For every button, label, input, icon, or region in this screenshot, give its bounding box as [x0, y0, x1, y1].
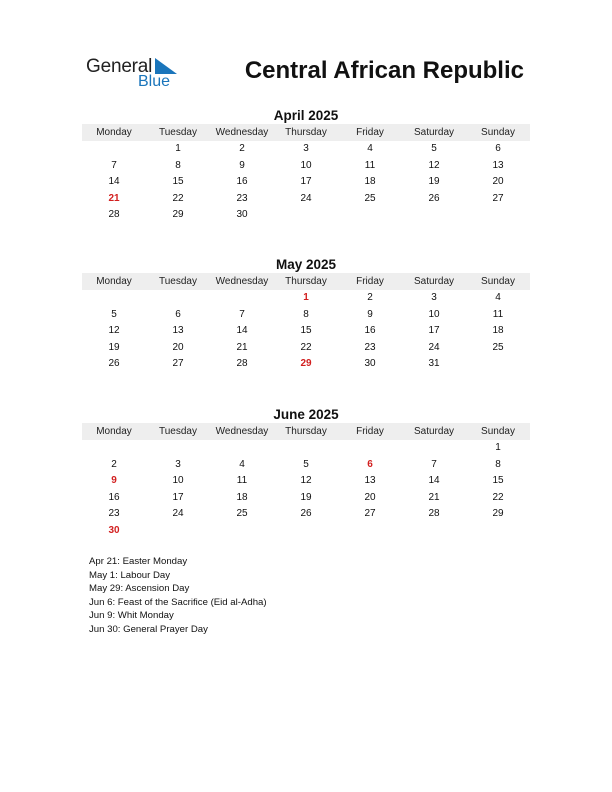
day-cell: 28 — [236, 358, 248, 370]
empty-day-cell — [146, 523, 210, 540]
weekday-label: Friday — [356, 276, 384, 287]
holiday-entry: Apr 21: Easter Monday — [89, 556, 188, 567]
empty-day-cell — [466, 356, 530, 373]
weekday-label: Monday — [96, 127, 132, 138]
empty-day-cell — [402, 523, 466, 540]
day-cell: 7 — [239, 308, 245, 320]
holiday-day-cell: 6 — [367, 458, 373, 470]
day-cell: 29 — [172, 209, 184, 221]
day-cell: 19 — [108, 341, 120, 353]
week-row — [82, 440, 530, 457]
day-cell: 10 — [300, 159, 312, 171]
day-cell: 25 — [364, 192, 376, 204]
logo-triangle-icon — [155, 58, 177, 74]
weekday-label: Sunday — [481, 426, 515, 437]
empty-day-cell — [466, 207, 530, 224]
day-cell: 14 — [108, 176, 120, 188]
day-cell: 16 — [364, 325, 376, 337]
holiday-list — [89, 555, 267, 637]
day-cell: 23 — [364, 341, 376, 353]
weekday-label: Tuesday — [159, 276, 197, 287]
day-cell: 2 — [367, 292, 373, 303]
weekday-label: Tuesday — [159, 127, 197, 138]
day-cell: 20 — [492, 176, 504, 188]
empty-day-cell — [210, 290, 274, 307]
day-cell: 2 — [111, 458, 117, 470]
holiday-entry: Jun 30: General Prayer Day — [89, 623, 208, 635]
day-cell: 12 — [428, 159, 440, 171]
week-row — [82, 506, 530, 523]
week-row — [82, 191, 530, 208]
day-cell: 14 — [428, 475, 440, 487]
week-row — [82, 307, 530, 324]
empty-day-cell — [402, 207, 466, 224]
weekday-label: Saturday — [413, 276, 455, 287]
weekday-label: Wednesday — [215, 276, 269, 287]
empty-day-cell — [210, 523, 274, 540]
day-cell: 3 — [303, 143, 309, 154]
weekday-header — [82, 423, 530, 440]
week-row — [82, 457, 530, 474]
day-cell: 9 — [367, 308, 373, 320]
day-cell: 5 — [303, 458, 309, 470]
day-cell: 19 — [428, 176, 440, 188]
day-cell: 15 — [492, 475, 504, 487]
empty-day-cell — [146, 290, 210, 307]
day-cell: 5 — [111, 308, 117, 320]
empty-day-cell — [466, 523, 530, 540]
empty-day-cell — [274, 440, 338, 457]
week-row — [82, 174, 530, 191]
day-cell: 18 — [236, 491, 248, 503]
weekday-label: Friday — [356, 127, 384, 138]
day-cell: 11 — [364, 159, 376, 171]
weekday-label: Monday — [96, 276, 132, 287]
day-cell: 4 — [495, 292, 501, 303]
holiday-entry: May 29: Ascension Day — [89, 583, 190, 595]
day-cell: 12 — [300, 475, 312, 487]
holiday-day-cell: 9 — [111, 475, 117, 487]
day-cell: 10 — [172, 475, 184, 487]
day-cell: 29 — [492, 508, 504, 520]
day-cell: 4 — [239, 458, 245, 470]
day-cell: 13 — [492, 159, 504, 171]
weekday-label: Tuesday — [159, 426, 197, 437]
day-cell: 11 — [236, 475, 248, 487]
empty-day-cell — [402, 440, 466, 457]
day-cell: 18 — [364, 176, 376, 188]
week-row — [82, 141, 530, 158]
day-cell: 21 — [428, 491, 440, 503]
day-cell: 17 — [300, 176, 312, 188]
month-title: April 2025 — [273, 108, 339, 123]
day-cell: 31 — [428, 358, 440, 370]
day-cell: 20 — [172, 341, 184, 353]
day-cell: 3 — [431, 292, 437, 303]
generalblue-logo — [86, 56, 186, 92]
weekday-header — [82, 273, 530, 290]
day-cell: 30 — [364, 358, 376, 370]
day-cell: 28 — [428, 508, 440, 520]
holiday-day-cell: 30 — [108, 524, 120, 536]
day-cell: 22 — [172, 192, 184, 204]
weekday-label: Saturday — [413, 426, 455, 437]
day-cell: 12 — [108, 325, 120, 337]
month-title: June 2025 — [273, 407, 339, 422]
day-cell: 20 — [364, 491, 376, 503]
holiday-day-cell: 21 — [108, 192, 120, 204]
day-cell: 22 — [492, 491, 504, 503]
month-may — [82, 256, 530, 373]
day-cell: 24 — [300, 192, 312, 204]
weekday-label: Sunday — [481, 127, 515, 138]
day-cell: 16 — [236, 176, 248, 188]
empty-day-cell — [82, 290, 146, 307]
day-cell: 27 — [492, 192, 504, 204]
holiday-entry: Jun 6: Feast of the Sacrifice (Eid al-Adha) — [89, 596, 267, 608]
month-june — [82, 406, 530, 540]
day-cell: 1 — [495, 442, 501, 453]
weekday-label: Friday — [356, 426, 384, 437]
empty-day-cell — [338, 207, 402, 224]
empty-day-cell — [338, 440, 402, 457]
week-row — [82, 523, 530, 540]
day-cell: 26 — [428, 192, 440, 204]
weekday-label: Sunday — [481, 276, 515, 287]
month-april — [82, 107, 530, 224]
day-cell: 26 — [108, 358, 120, 370]
country-title: Central African Republic — [244, 57, 524, 84]
day-cell: 5 — [431, 143, 437, 154]
day-cell: 18 — [492, 325, 504, 337]
week-row — [82, 290, 530, 307]
day-cell: 21 — [236, 341, 248, 353]
weekday-label: Monday — [96, 426, 132, 437]
empty-day-cell — [338, 523, 402, 540]
day-cell: 30 — [236, 209, 248, 221]
logo-word-blue: Blue — [138, 73, 171, 90]
holiday-entry: Jun 9: Whit Monday — [89, 610, 174, 622]
day-cell: 28 — [108, 209, 120, 221]
day-cell: 2 — [239, 143, 245, 154]
day-cell: 11 — [492, 308, 504, 320]
day-cell: 13 — [172, 325, 184, 337]
day-cell: 22 — [300, 341, 312, 353]
week-row — [82, 340, 530, 357]
holiday-day-cell: 1 — [303, 292, 309, 303]
day-cell: 9 — [239, 159, 245, 171]
week-row — [82, 158, 530, 175]
day-cell: 16 — [108, 491, 120, 503]
day-cell: 14 — [236, 325, 248, 337]
day-cell: 8 — [495, 458, 501, 470]
logo-word-general: General — [86, 56, 153, 77]
day-cell: 26 — [300, 508, 312, 520]
day-cell: 13 — [364, 475, 376, 487]
weekday-label: Wednesday — [215, 426, 269, 437]
empty-day-cell — [210, 440, 274, 457]
day-cell: 24 — [428, 341, 440, 353]
day-cell: 23 — [108, 508, 120, 520]
day-cell: 8 — [303, 308, 309, 320]
day-cell: 4 — [367, 143, 373, 154]
day-cell: 27 — [364, 508, 376, 520]
day-cell: 15 — [300, 325, 312, 337]
day-cell: 15 — [172, 176, 184, 188]
holiday-entry: May 1: Labour Day — [89, 569, 171, 581]
day-cell: 17 — [428, 325, 440, 337]
empty-day-cell — [274, 207, 338, 224]
weekday-label: Thursday — [285, 276, 327, 287]
day-cell: 17 — [172, 491, 184, 503]
day-cell: 7 — [111, 159, 117, 171]
day-cell: 6 — [175, 308, 181, 320]
holiday-day-cell: 29 — [300, 358, 312, 370]
day-cell: 25 — [492, 341, 504, 353]
day-cell: 10 — [428, 308, 440, 320]
weekday-label: Wednesday — [215, 127, 269, 138]
empty-day-cell — [146, 440, 210, 457]
day-cell: 27 — [172, 358, 184, 370]
week-row — [82, 356, 530, 373]
empty-day-cell — [274, 523, 338, 540]
day-cell: 23 — [236, 192, 248, 204]
day-cell: 25 — [236, 508, 248, 520]
day-cell: 19 — [300, 491, 312, 503]
day-cell: 6 — [495, 143, 501, 154]
week-row — [82, 323, 530, 340]
month-title: May 2025 — [275, 257, 337, 272]
day-cell: 7 — [431, 458, 437, 470]
empty-day-cell — [82, 141, 146, 158]
weekday-label: Saturday — [413, 127, 455, 138]
week-row — [82, 473, 530, 490]
day-cell: 24 — [172, 508, 184, 520]
day-cell: 1 — [175, 143, 181, 154]
day-cell: 8 — [175, 159, 181, 171]
week-row — [82, 207, 530, 224]
weekday-header — [82, 124, 530, 141]
empty-day-cell — [82, 440, 146, 457]
weekday-label: Thursday — [285, 426, 327, 437]
day-cell: 3 — [175, 458, 181, 470]
weekday-label: Thursday — [285, 127, 327, 138]
week-row — [82, 490, 530, 507]
